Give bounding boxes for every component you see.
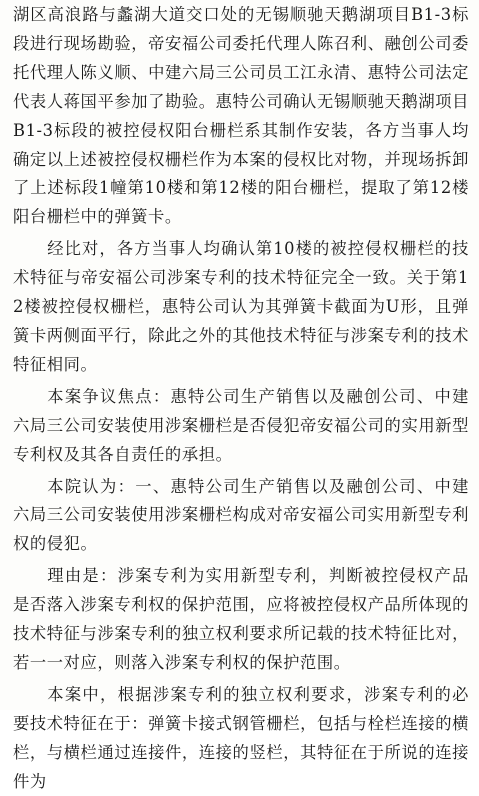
paragraph-comparison: 经比对，各方当事人均确认第10楼的被控侵权栅栏的技术特征与帝安福公司涉案专利的技术特征完全一致。关于第12楼被控侵权栅栏，惠特公司认为其弹簧卡截面为U形，且弹簧卡两侧面平行，除此之外的其他技术特征与涉案专利的技术特征相同。 [13, 239, 469, 374]
paragraph-dispute-focus: 本案争议焦点：惠特公司生产销售以及融创公司、中建六局三公司安装使用涉案栅栏是否侵犯帝安福公司的实用新型专利权及其各自责任的承担。 [13, 386, 469, 464]
paragraph-reasoning: 理由是：涉案专利为实用新型专利，判断被控侵权产品是否落入涉案专利权的保护范围，应将被控侵权产品所体现的技术特征与涉案专利的独立权利要求所记载的技术特征比对，若一一对应，则落入涉案专利权的保护范围。 [13, 566, 469, 672]
paragraph-site-inspection: 湖区高浪路与蠡湖大道交口处的无锡顺驰天鹅湖项目B1-3标段进行现场勘验，帝安福公司委托代理人陈召利、融创公司委托代理人陈义顺、中建六局三公司员工江永清、惠特公司法定代表人蒋国平参加了勘验。惠特公司确认无锡顺驰天鹅湖项目B1-3标段的被控侵权阳台栅栏系其制作安装，各方当事人均确定以上述被控侵权栅栏作为本案的侵权比对物，并现场拆卸了上述标段1幢第10楼和第12楼的阳台栅栏，提取了第12楼阳台栅栏中的弹簧卡。 [13, 5, 469, 227]
paragraph-court-opinion: 本院认为：一、惠特公司生产销售以及融创公司、中建六局三公司安装使用涉案栅栏构成对帝安福公司实用新型专利权的侵犯。 [13, 476, 469, 554]
paragraph-claim-features: 本案中，根据涉案专利的独立权利要求，涉案专利的必要技术特征在于：弹簧卡接式钢管栅栏，包括与栓栏连接的横栏，与横栏通过连接件，连接的竖栏，其特征在于所说的连接件为 [13, 684, 469, 791]
